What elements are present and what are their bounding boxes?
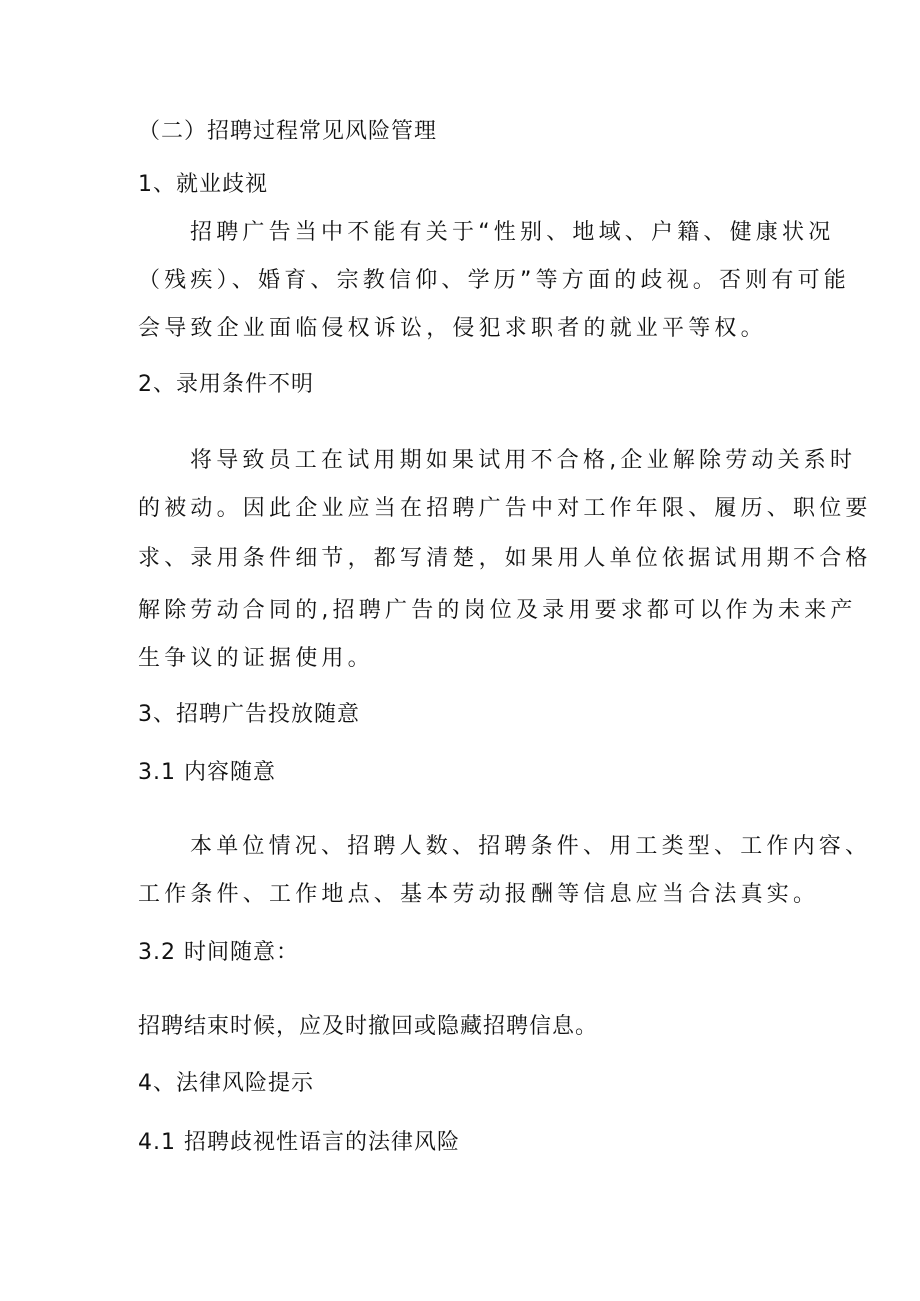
- paragraph-line: 招聘广告当中不能有关于“性别、地域、户籍、健康状况: [190, 220, 835, 245]
- paragraph-line: 将导致员工在试用期如果试用不合格,企业解除劳动关系时: [190, 448, 857, 473]
- paragraph-line: 的被动。因此企业应当在招聘广告中对工作年限、履历、职位要: [138, 496, 872, 521]
- heading-random-content: 3.1 内容随意: [138, 760, 276, 785]
- section-title: （二）招聘过程常见风险管理: [138, 119, 438, 144]
- paragraph-line: 本单位情况、招聘人数、招聘条件、用工类型、工作内容、: [190, 834, 872, 859]
- paragraph-line: 生争议的证据使用。: [138, 646, 374, 671]
- paragraph-line: 解除劳动合同的,招聘广告的岗位及录用要求都可以作为未来产: [138, 598, 857, 623]
- paragraph-line: 招聘结束时候，应及时撤回或隐藏招聘信息。: [138, 1014, 599, 1039]
- paragraph-line: 会导致企业面临侵权诉讼，侵犯求职者的就业平等权。: [138, 316, 767, 341]
- heading-random-timing: 3.2 时间随意：: [138, 940, 299, 965]
- heading-unclear-hiring-conditions: 2、录用条件不明: [138, 372, 314, 397]
- paragraph-line: 求、录用条件细节，都写清楚，如果用人单位依据试用期不合格: [138, 546, 872, 571]
- heading-random-ad-placement: 3、招聘广告投放随意: [138, 702, 360, 727]
- heading-employment-discrimination: 1、就业歧视: [138, 172, 268, 197]
- paragraph-line: （残疾）、婚育、宗教信仰、学历”等方面的歧视。否则有可能: [138, 268, 850, 293]
- paragraph-line: 工作条件、工作地点、基本劳动报酬等信息应当合法真实。: [138, 882, 820, 907]
- heading-legal-risk-notice: 4、法律风险提示: [138, 1071, 314, 1096]
- heading-discriminatory-language-risk: 4.1 招聘歧视性语言的法律风险: [138, 1130, 460, 1155]
